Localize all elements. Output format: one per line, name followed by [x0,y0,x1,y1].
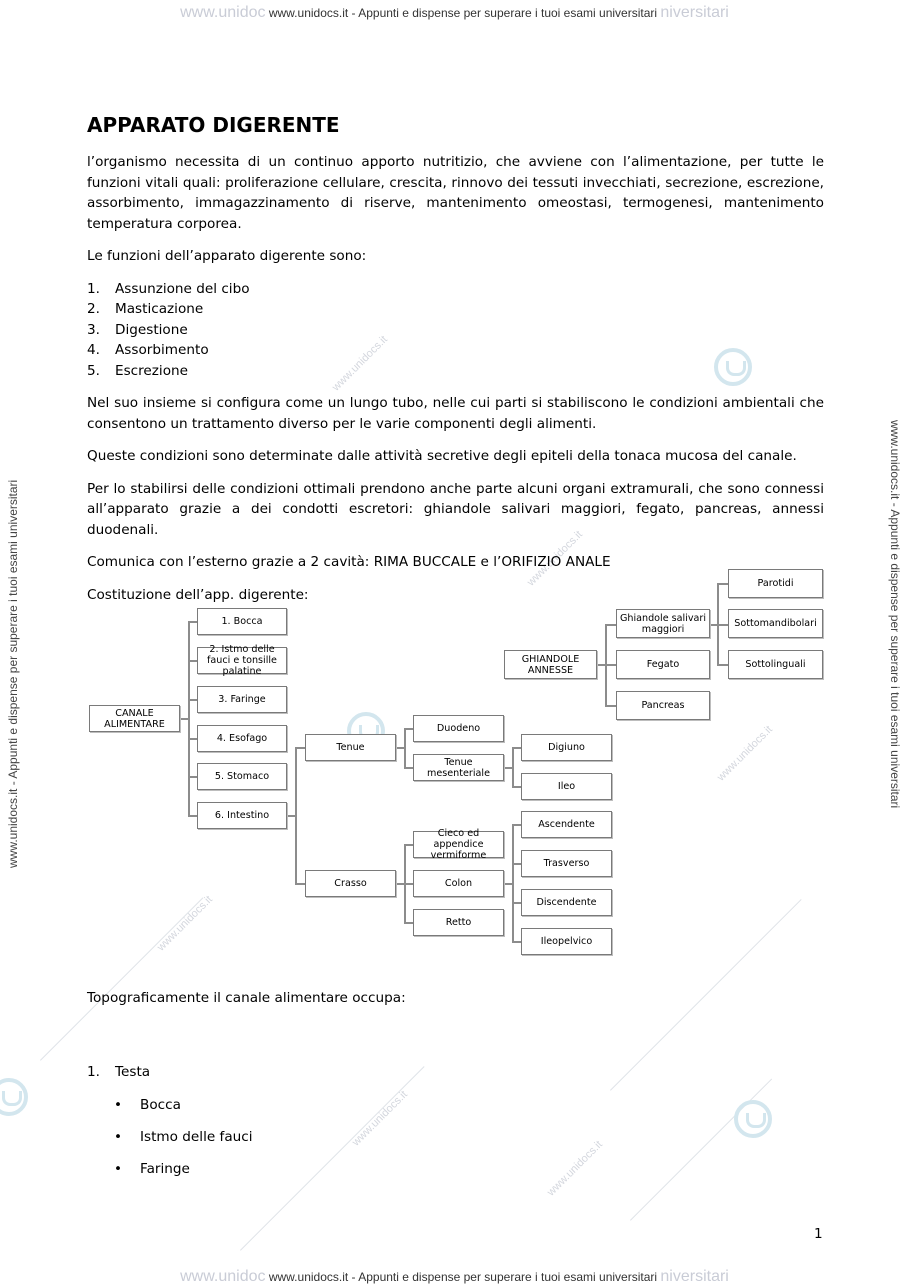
list-item: 5. Escrezione [87,362,189,379]
connector [710,624,718,626]
node-parotidi: Parotidi [728,569,823,598]
node-ileopelvico: Ileopelvico [521,928,612,955]
connector [287,815,296,817]
list-item: • Faringe [114,1161,190,1177]
organs-paragraph: Per lo stabilirsi delle condizioni ottimali prendono anche parte alcuni organi extramurali, che sono connessi all’apparato grazie a dei condotti escretori: ghiandole salivari maggiori, fegato, pancreas, annessi duodenali. [87,480,824,538]
conditions-paragraph: Queste condizioni sono determinate dalle attività secretive degli epiteli della tonaca mucosa del canale. [87,448,797,464]
watermark-diagonal: www.unidocs.it [350,1088,410,1149]
unidocs-logo-icon [0,1078,28,1116]
node-fegato: Fegato [616,650,710,679]
node-tenue-mesenteriale: Tenue mesenteriale [413,754,504,781]
connector [512,824,521,826]
document-body [87,112,824,617]
connector [295,747,305,749]
list-item: 1. Testa [87,1064,151,1080]
connector [404,922,413,924]
node-colon: Colon [413,870,504,897]
list-item: • Bocca [114,1097,181,1113]
intro-paragraph: l’organismo necessita di un continuo apporto nutritizio, che avviene con l’alimentazione, per tutte le funzioni vitali quali: proliferazione cellulare, crescita, rinnovo dei tessuti invecchiati, secrezione, escrezione, assorbimento, immagazzinamento di riserve, mantenimento omeostasi, termogenesi, mantenimento temperatura corporea. [87,154,824,232]
connector [512,747,514,787]
connector [605,624,607,706]
page-title: APPARATO DIGERENTE [87,113,340,137]
list-item: 2. Masticazione [87,301,204,317]
node-ileo: Ileo [521,773,612,800]
watermark-diagonal: www.unidocs.it [155,893,215,954]
connector [188,815,197,817]
watermark-banner-top: www.unidocs.it - Appunti e dispense per superare i tuoi esami universitari [268,6,658,20]
node-bocca: 1. Bocca [197,608,287,635]
watermark-footer [0,1268,909,1286]
watermark-ghost-right-bottom: niversitari [660,1268,729,1285]
functions-intro: Le funzioni dell’apparato digerente sono: [87,248,367,264]
connector [396,883,405,885]
connector [717,624,728,626]
watermark-ghost-left-bottom: www.unidoc [180,1268,266,1285]
connector [512,786,521,788]
connector [188,738,197,740]
connector [404,844,406,923]
connector [404,728,406,768]
watermark-diagonal: www.unidocs.it [330,333,390,394]
tube-paragraph: Nel suo insieme si configura come un lungo tubo, nelle cui parti si stabiliscono le condizioni ambientali che consentono un trattamento diverso per le varie componenti degli alimenti. [87,395,824,432]
watermark-header [0,4,909,22]
list-item: 3. Digestione [87,321,188,338]
connector [512,902,521,904]
connector [605,705,616,707]
connector [188,621,190,816]
connector [512,941,521,943]
topography-bullets [87,1095,824,1179]
node-ascendente: Ascendente [521,811,612,838]
watermark-banner-bottom: www.unidocs.it - Appunti e dispense per superare i tuoi esami universitari [268,1270,658,1284]
watermark-ghost-left: www.unidoc [180,4,266,21]
connector [188,776,197,778]
unidocs-logo-icon [347,712,385,750]
node-pancreas: Pancreas [616,691,710,720]
connector [404,883,413,885]
connector [605,664,616,666]
node-istmo: 2. Istmo delle fauci e tonsille palatine [197,647,287,674]
constitution-paragraph: Costituzione dell’app. digerente: [87,586,309,603]
connector [404,844,413,846]
node-tenue: Tenue [305,734,396,761]
node-duodeno: Duodeno [413,715,504,742]
node-retto: Retto [413,909,504,936]
cavities-paragraph: Comunica con l’esterno grazie a 2 cavità: RIMA BUCCALE e l’ORIFIZIO ANALE [87,554,611,570]
connector [512,747,521,749]
node-ghiandole-annesse: GHIANDOLE ANNESSE [504,650,597,679]
watermark-side-right: www.unidocs.it - Appunti e dispense per superare i tuoi esami universitari [888,420,902,809]
topography-section [87,988,824,1191]
node-faringe: 3. Faringe [197,686,287,713]
watermark-diagonal: www.unidocs.it [525,528,585,589]
connector [504,767,513,769]
connector [295,883,305,885]
node-trasverso: Trasverso [521,850,612,877]
node-digiuno: Digiuno [521,734,612,761]
connector [396,747,405,749]
connector [295,747,297,884]
connector [605,624,616,626]
node-discendente: Discendente [521,889,612,916]
node-sottomandibolari: Sottomandibolari [728,609,823,638]
node-sottolinguali: Sottolinguali [728,650,823,679]
connector [597,664,606,666]
list-item: 1. Assunzione del cibo [87,280,250,297]
page-number: 1 [814,1226,823,1242]
node-cieco: Cieco ed appendice vermiforme [413,831,504,858]
list-item: 4. Assorbimento [87,342,209,358]
watermark-diagonal: www.unidocs.it [715,723,775,784]
node-intestino: 6. Intestino [197,802,287,829]
connector [512,863,521,865]
connector [404,767,413,769]
watermark-side-left: www.unidocs.it - Appunti e dispense per superare i tuoi esami universitari [6,479,20,868]
connector [504,883,513,885]
connector [404,728,413,730]
connector [188,621,197,623]
watermark-diagonal: www.unidocs.it [545,1138,605,1199]
topography-paragraph: Topograficamente il canale alimentare occupa: [87,990,406,1006]
node-ghiandole-salivari: Ghiandole salivari maggiori [616,609,710,638]
node-canale-alimentare: CANALE ALIMENTARE [89,705,180,732]
functions-list [87,279,824,382]
connector [188,660,197,662]
connector [180,718,189,720]
node-esofago: 4. Esofago [197,725,287,752]
connector [188,699,197,701]
list-item: • Istmo delle fauci [114,1129,253,1145]
node-crasso: Crasso [305,870,396,897]
connector [717,664,728,666]
watermark-ghost-right: niversitari [660,4,729,21]
connector [512,824,514,942]
node-stomaco: 5. Stomaco [197,763,287,790]
